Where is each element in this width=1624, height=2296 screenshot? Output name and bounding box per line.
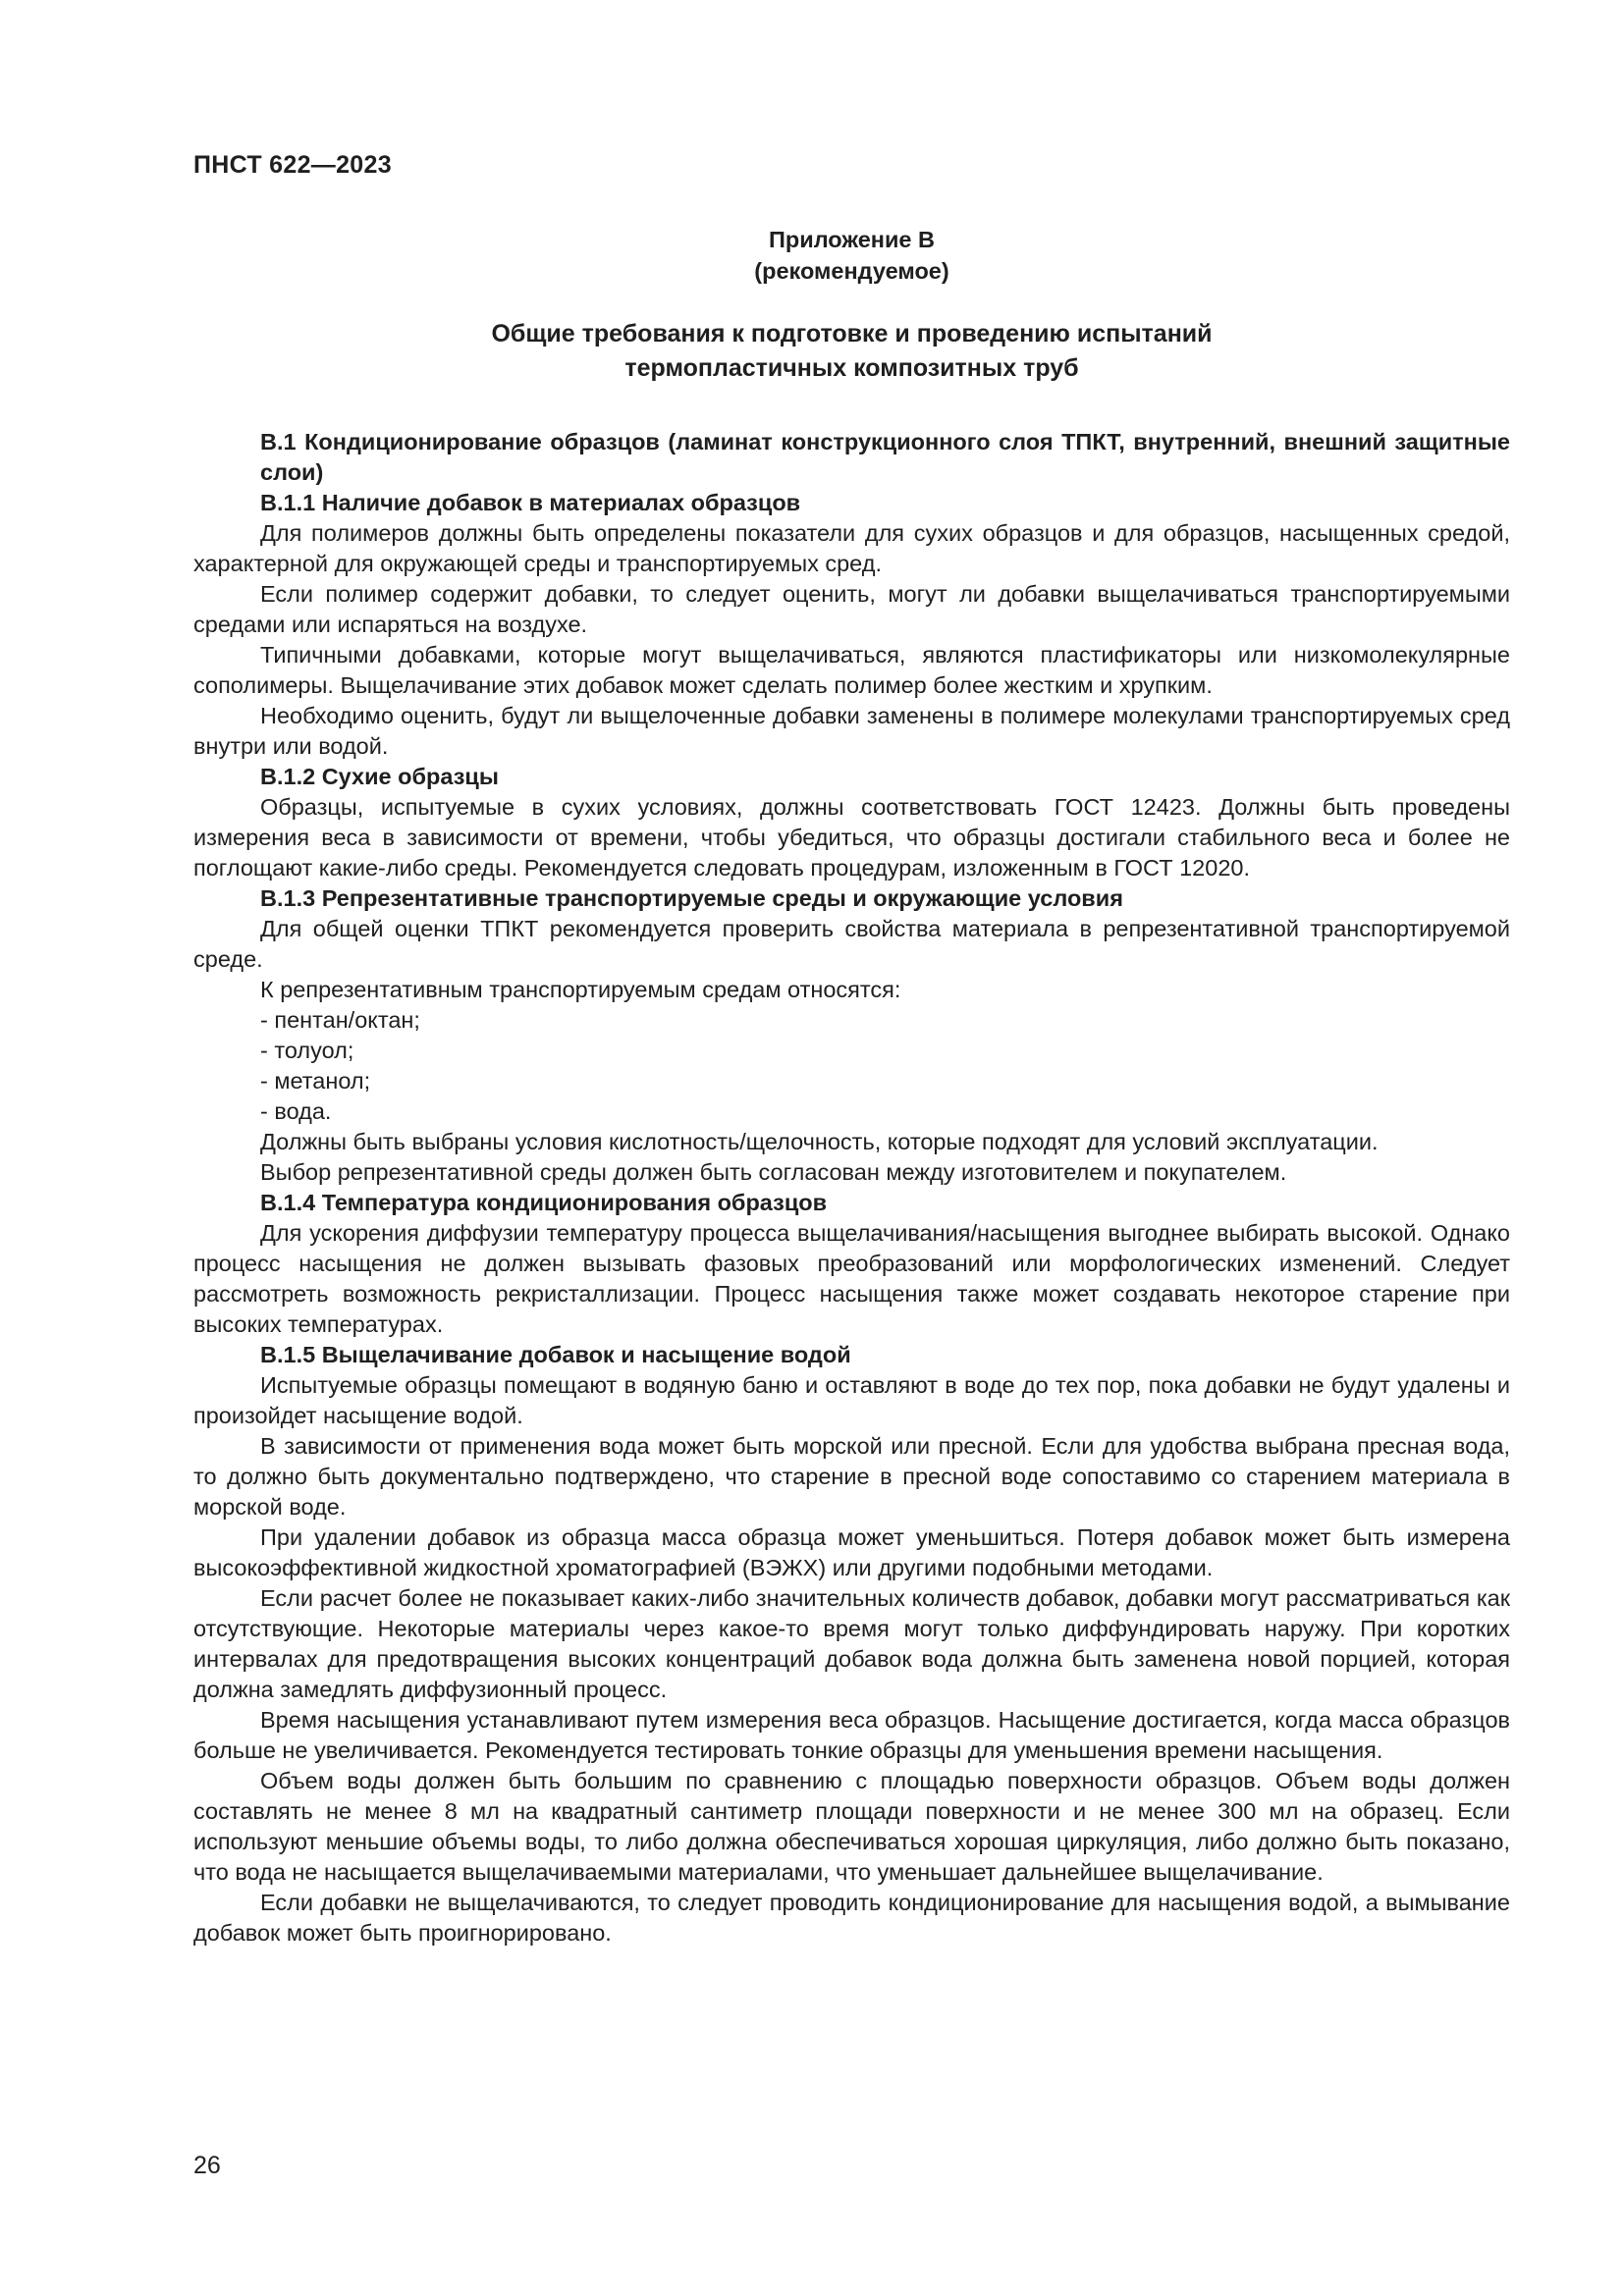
annex-status: (рекомендуемое) <box>754 258 949 284</box>
paragraph: Для полимеров должны быть определены показатели для сухих образцов и для образцов, насыщенных средой, характерной для окружающей среды и транспортируемых сред. <box>193 520 1510 576</box>
paragraph: При удалении добавок из образца масса образца может уменьшиться. Потеря добавок может быть измерена высокоэффективной жидкостной хроматографией (ВЭЖХ) или другими подобными методами. <box>193 1524 1510 1580</box>
page-number: 26 <box>193 2152 221 2179</box>
paragraph: Образцы, испытуемые в сухих условиях, должны соответствовать ГОСТ 12423. Должны быть проведены измерения веса в зависимости от времени, чтобы убедиться, что образцы достигали стабильного веса и более не поглощают какие-либо среды. Рекомендуется следовать процедурам, изложенным в ГОСТ 12020. <box>193 794 1510 881</box>
section-heading-b1-1: В.1.1 Наличие добавок в материалах образцов <box>260 490 801 515</box>
paragraph: Если добавки не выщелачиваются, то следует проводить кондиционирование для насыщения водой, а вымывание добавок может быть проигнорировано. <box>193 1890 1510 1946</box>
document-title <box>193 317 1510 386</box>
paragraph: Если расчет более не показывает каких-либо значительных количеств добавок, добавки могут рассматриваться как отсутствующие. Некоторые материалы через какое-то время могут только диффундировать наружу. При коротких интервалах для предотвращения высоких концентраций добавок вода должна быть заменена новой порцией, которая должна замедлять диффузионный процесс. <box>193 1585 1510 1702</box>
annex-title: Приложение В <box>769 227 935 252</box>
paragraph: Испытуемые образцы помещают в водяную баню и оставляют в воде до тех пор, пока добавки не будут удалены и произойдет насыщение водой. <box>193 1372 1510 1428</box>
paragraph: В зависимости от применения вода может быть морской или пресной. Если для удобства выбрана пресная вода, то должно быть документально подтверждено, что старение в пресной воде сопоставимо со старением материала в морской воде. <box>193 1433 1510 1520</box>
list-item: - метанол; <box>260 1068 371 1094</box>
section-heading-b1: В.1 Кондиционирование образцов (ламинат конструкционного слоя ТПКТ, внутренний, внешний защитные слои) <box>260 429 1510 485</box>
paragraph: Для общей оценки ТПКТ рекомендуется проверить свойства материала в репрезентативной транспортируемой среде. <box>193 916 1510 972</box>
section-heading-b1-2: В.1.2 Сухие образцы <box>260 764 499 789</box>
paragraph: Типичными добавками, которые могут выщелачиваться, являются пластификаторы или низкомолекулярные сополимеры. Выщелачивание этих добавок может сделать полимер более жестким и хрупким. <box>193 642 1510 698</box>
paragraph: Должны быть выбраны условия кислотность/щелочность, которые подходят для условий эксплуатации. <box>260 1129 1379 1154</box>
document-body <box>193 427 1510 1949</box>
section-heading-b1-4: В.1.4 Температура кондиционирования образцов <box>260 1190 828 1215</box>
paragraph: Объем воды должен быть большим по сравнению с площадью поверхности образцов. Объем воды должен составлять не менее 8 мл на квадратный сантиметр площади поверхности и не менее 300 мл на образец. Если используют меньшие объемы воды, то либо должна обеспечиваться хорошая циркуляция, либо должно быть показано, что вода не насыщается выщелачиваемыми материалами, что уменьшает дальнейшее выщелачивание. <box>193 1768 1510 1885</box>
title-line-1: Общие требования к подготовке и проведению испытаний <box>491 320 1213 347</box>
paragraph: Если полимер содержит добавки, то следует оценить, могут ли добавки выщелачиваться транспортируемыми средами или испаряться на воздухе. <box>193 581 1510 637</box>
section-heading-b1-3: В.1.3 Репрезентативные транспортируемые среды и окружающие условия <box>260 885 1123 911</box>
paragraph: Необходимо оценить, будут ли выщелоченные добавки заменены в полимере молекулами транспортируемых сред внутри или водой. <box>193 703 1510 759</box>
paragraph: Время насыщения устанавливают путем измерения веса образцов. Насыщение достигается, когда масса образцов больше не увеличивается. Рекомендуется тестировать тонкие образцы для уменьшения времени насыщения. <box>193 1707 1510 1763</box>
list-item: - пентан/октан; <box>260 1007 420 1033</box>
document-code: ПНСТ 622—2023 <box>193 151 392 179</box>
list-item: - толуол; <box>260 1038 354 1063</box>
list-item: - вода. <box>260 1098 332 1124</box>
paragraph: Выбор репрезентативной среды должен быть согласован между изготовителем и покупателем. <box>260 1159 1287 1185</box>
annex-heading <box>193 224 1510 287</box>
paragraph: К репрезентативным транспортируемым средам относятся: <box>260 977 901 1002</box>
section-heading-b1-5: В.1.5 Выщелачивание добавок и насыщение водой <box>260 1342 851 1367</box>
paragraph: Для ускорения диффузии температуру процесса выщелачивания/насыщения выгоднее выбирать высокой. Однако процесс насыщения не должен вызывать фазовых преобразований или морфологических изменений. Следует рассмотреть возможность рекристаллизации. Процесс насыщения также может создавать некоторое старение при высоких температурах. <box>193 1220 1510 1337</box>
title-line-2: термопластичных композитных труб <box>624 354 1079 382</box>
